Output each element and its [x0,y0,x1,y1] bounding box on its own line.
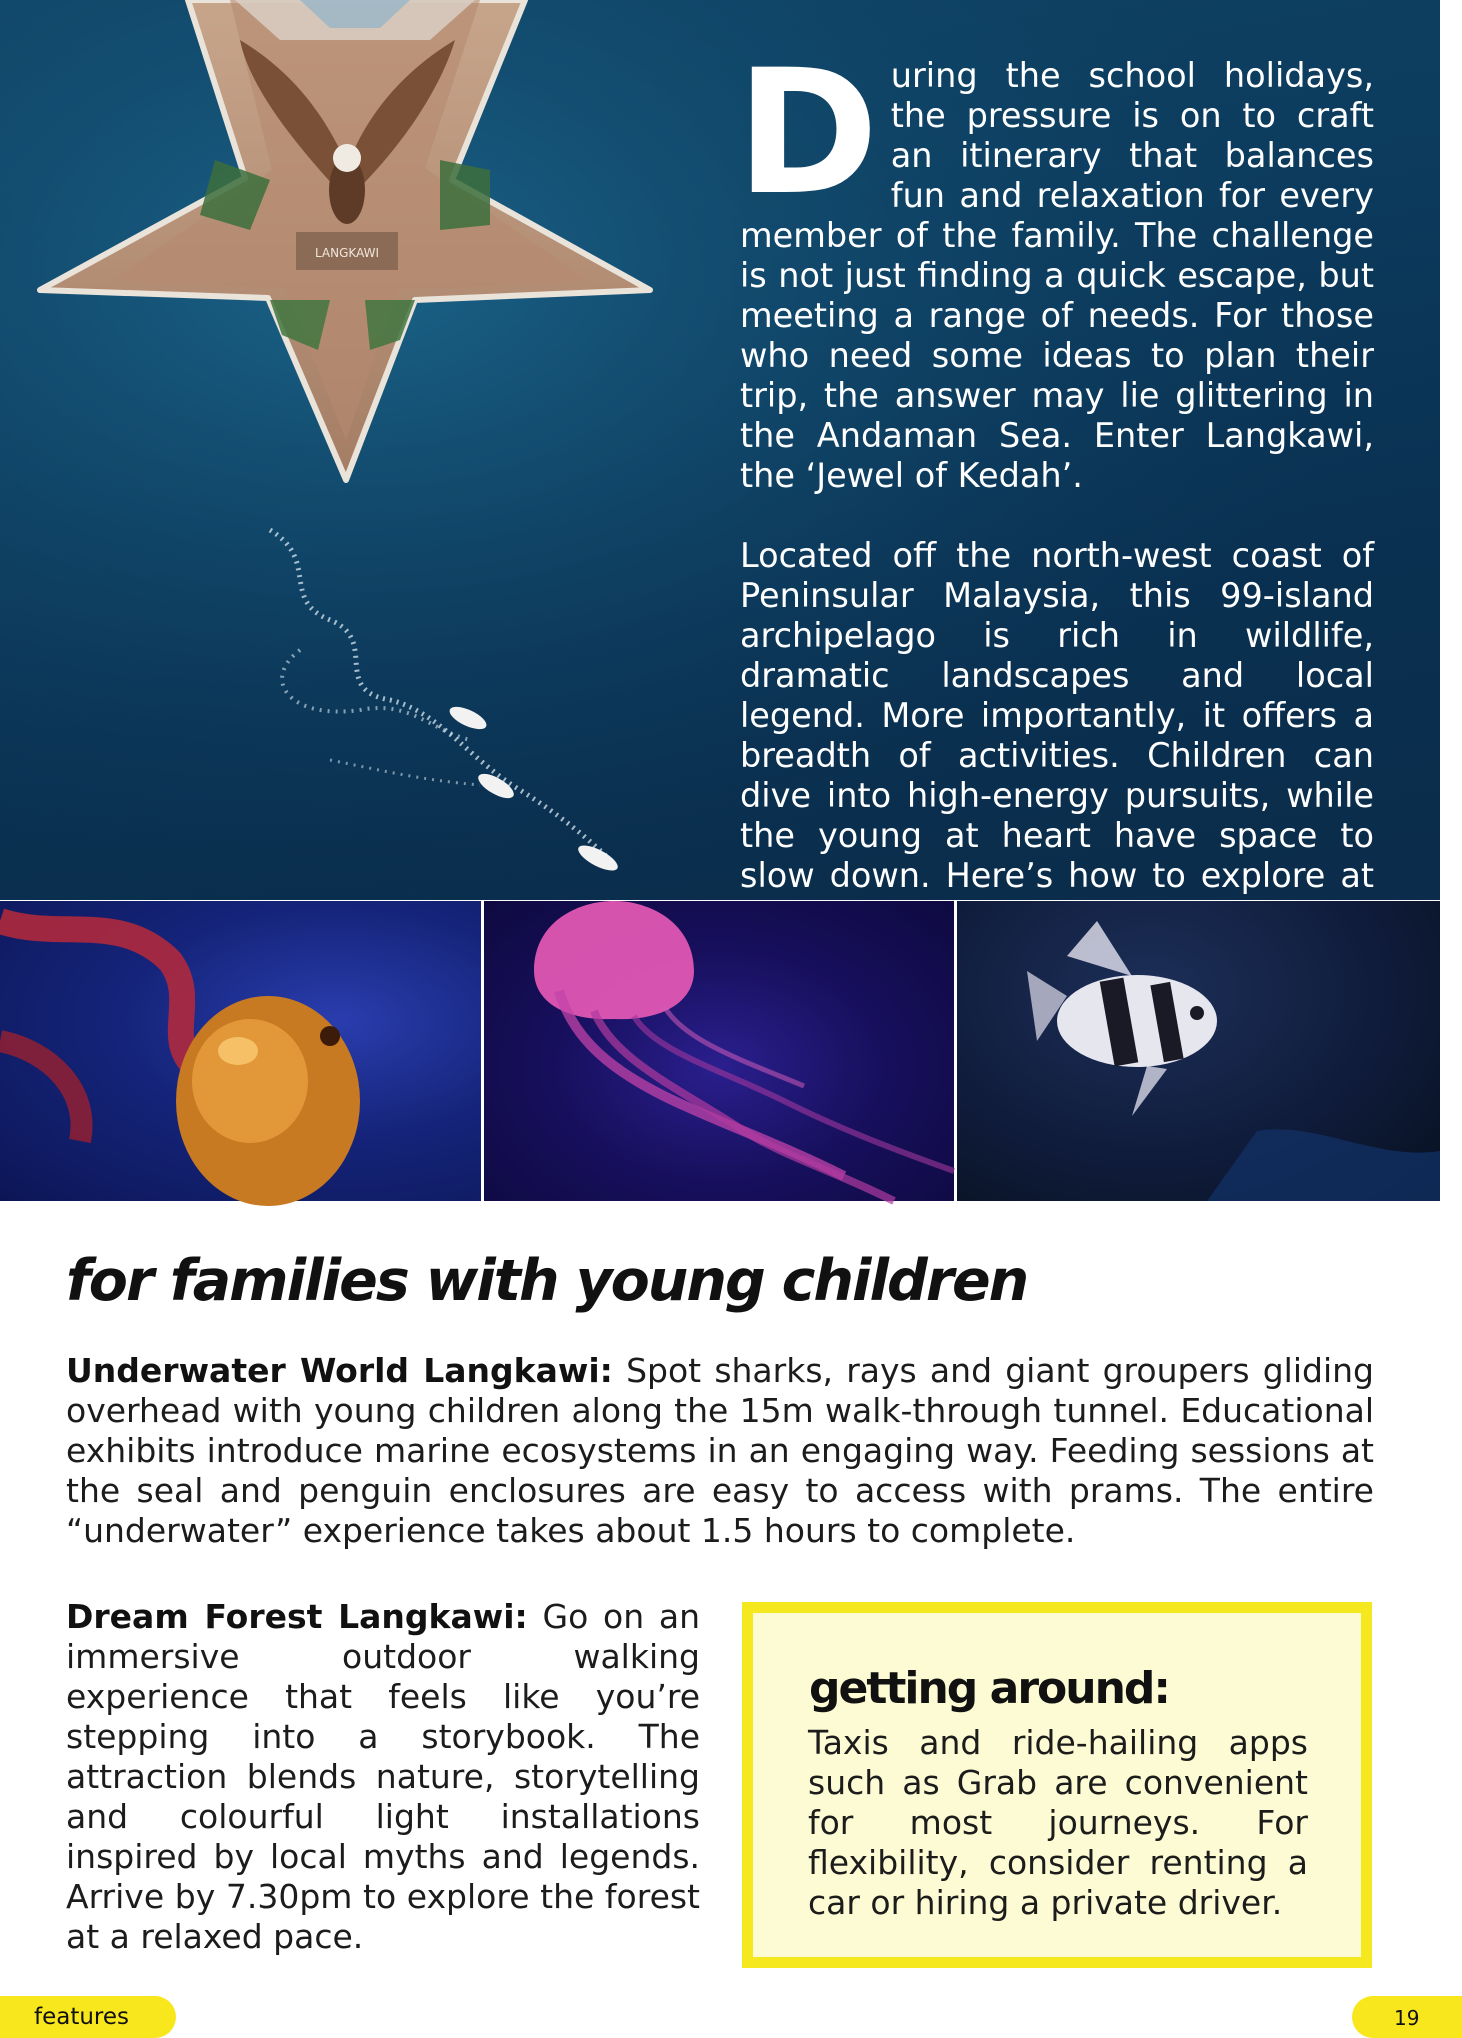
hero-image-section [0,0,1440,900]
drop-cap-letter: D [736,32,879,233]
dream-forest-paragraph [66,1597,700,1957]
section-label: features [34,2004,130,2030]
section-label-tab [0,1996,176,2038]
callout-text: Taxis and ride-hailing apps such as Grab are convenient for most journeys. For flexibility, consider renting a car or hiring a private driver. [808,1723,1308,1922]
underwater-world-text: Spot sharks, rays and giant groupers gliding overhead with young children along the 15m walk-through tunnel. Educational exhibits introduce marine ecosystems in an engaging way. Feeding sessions at the seal and penguin enclosures are easy to access with prams. The entire “underwater” experience takes about 1.5 hours to complete. [66,1351,1374,1550]
location-paragraph: Located off the north-west coast of Peninsular Malaysia, this 99-island archipelago is rich in wildlife, dramatic landscapes and local legend. More importantly, it offers a breadth of activities. Children can dive into high-energy pursuits, while the young at heart have space to slow down. Here’s how to explore at [740,536,1374,895]
underwater-world-paragraph [66,1351,1374,1551]
aquarium-photo-strip [0,901,1440,1201]
octopus-photo [0,901,481,1201]
callout-title: getting around: [809,1663,1169,1714]
cardinal-fish-photo [957,901,1440,1201]
getting-around-callout [742,1602,1372,1968]
page-number-tab [1352,1996,1462,2038]
underwater-world-title: Underwater World Langkawi: [66,1351,613,1390]
jellyfish-photo [484,901,954,1201]
section-heading: for families with young children [66,1248,1028,1314]
langkawi-sign: LANGKAWI [314,246,380,260]
intro-text-block [736,32,1374,936]
intro-paragraph: uring the school holidays, the pressure is on to craft an itinerary that balances fun and relaxation for every member of the family. The challenge is not just finding a quick escape, but meeting a range of needs. For those who need some ideas to plan their trip, the answer may lie glittering in the Andaman Sea. Enter Langkawi, the ‘Jewel of Kedah’. [740,56,1374,495]
page-number: 19 [1394,2006,1420,2030]
dream-forest-text: Go on an immersive outdoor walking experience that feels like you’re stepping into a storybook. The attraction blends nature, storytelling and colourful light installations inspired by local myths and legends. Arrive by 7.30pm to explore the forest at a relaxed pace. [66,1597,700,1956]
dream-forest-title: Dream Forest Langkawi: [66,1597,528,1636]
